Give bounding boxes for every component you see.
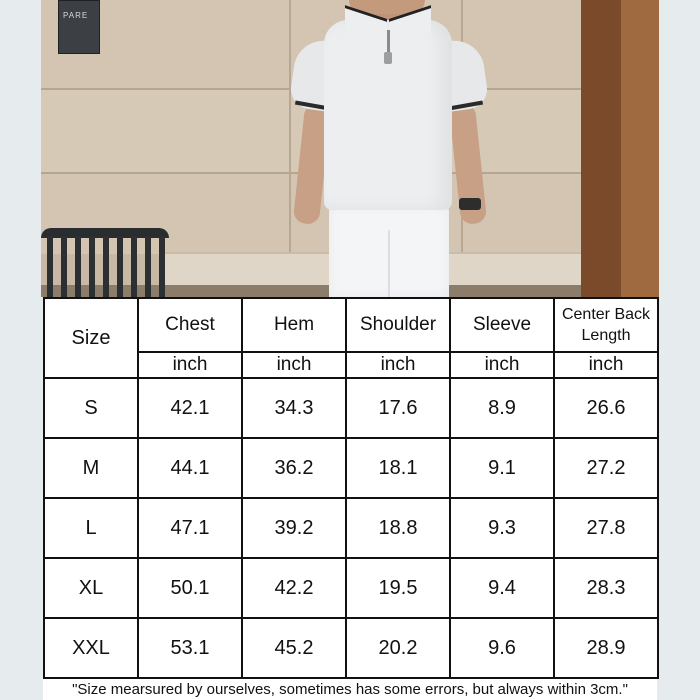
column-header-chest: Chest [138, 298, 242, 352]
size-chart-table [43, 297, 659, 679]
table-cell: 18.1 [346, 438, 450, 498]
table-cell: 53.1 [138, 618, 242, 678]
unit-center-back-length: inch [554, 352, 658, 378]
unit-shoulder: inch [346, 352, 450, 378]
size-header: Size [44, 298, 138, 378]
watch [459, 198, 481, 210]
table-row [44, 438, 658, 498]
table-cell: 27.8 [554, 498, 658, 558]
size-label: XL [44, 558, 138, 618]
table-cell: 28.3 [554, 558, 658, 618]
table-cell: 42.2 [242, 558, 346, 618]
table-cell: 26.6 [554, 378, 658, 438]
chair [41, 228, 169, 297]
table-cell: 8.9 [450, 378, 554, 438]
size-label: S [44, 378, 138, 438]
measurement-footnote: "Size mearsured by ourselves, sometimes has some errors, but always within 3cm." [43, 679, 657, 700]
unit-sleeve: inch [450, 352, 554, 378]
table-cell: 47.1 [138, 498, 242, 558]
table-row [44, 378, 658, 438]
column-header-hem: Hem [242, 298, 346, 352]
table-header-row [44, 298, 658, 352]
table-cell: 44.1 [138, 438, 242, 498]
table-row [44, 618, 658, 678]
table-row [44, 558, 658, 618]
wooden-door [581, 0, 621, 297]
unit-chest: inch [138, 352, 242, 378]
column-header-center-back-length [554, 298, 658, 352]
center-back-label-line2: Length [581, 327, 631, 344]
table-row [44, 498, 658, 558]
table-cell: 27.2 [554, 438, 658, 498]
table-cell: 19.5 [346, 558, 450, 618]
table-cell: 9.3 [450, 498, 554, 558]
table-cell: 17.6 [346, 378, 450, 438]
table-cell: 9.1 [450, 438, 554, 498]
table-cell: 28.9 [554, 618, 658, 678]
table-cell: 42.1 [138, 378, 242, 438]
size-label: XXL [44, 618, 138, 678]
table-cell: 45.2 [242, 618, 346, 678]
table-cell: 9.4 [450, 558, 554, 618]
size-label: M [44, 438, 138, 498]
table-cell: 20.2 [346, 618, 450, 678]
table-cell: 50.1 [138, 558, 242, 618]
table-cell: 39.2 [242, 498, 346, 558]
model [289, 0, 489, 297]
unit-hem: inch [242, 352, 346, 378]
column-header-shoulder: Shoulder [346, 298, 450, 352]
table-cell: 36.2 [242, 438, 346, 498]
table-cell: 9.6 [450, 618, 554, 678]
size-label: L [44, 498, 138, 558]
table-cell: 34.3 [242, 378, 346, 438]
column-header-sleeve: Sleeve [450, 298, 554, 352]
wall-plaque [58, 0, 100, 54]
plaque-text: PARE [63, 11, 89, 20]
product-photo [41, 0, 659, 297]
table-cell: 18.8 [346, 498, 450, 558]
center-back-label-line1: Center Back [561, 306, 651, 323]
